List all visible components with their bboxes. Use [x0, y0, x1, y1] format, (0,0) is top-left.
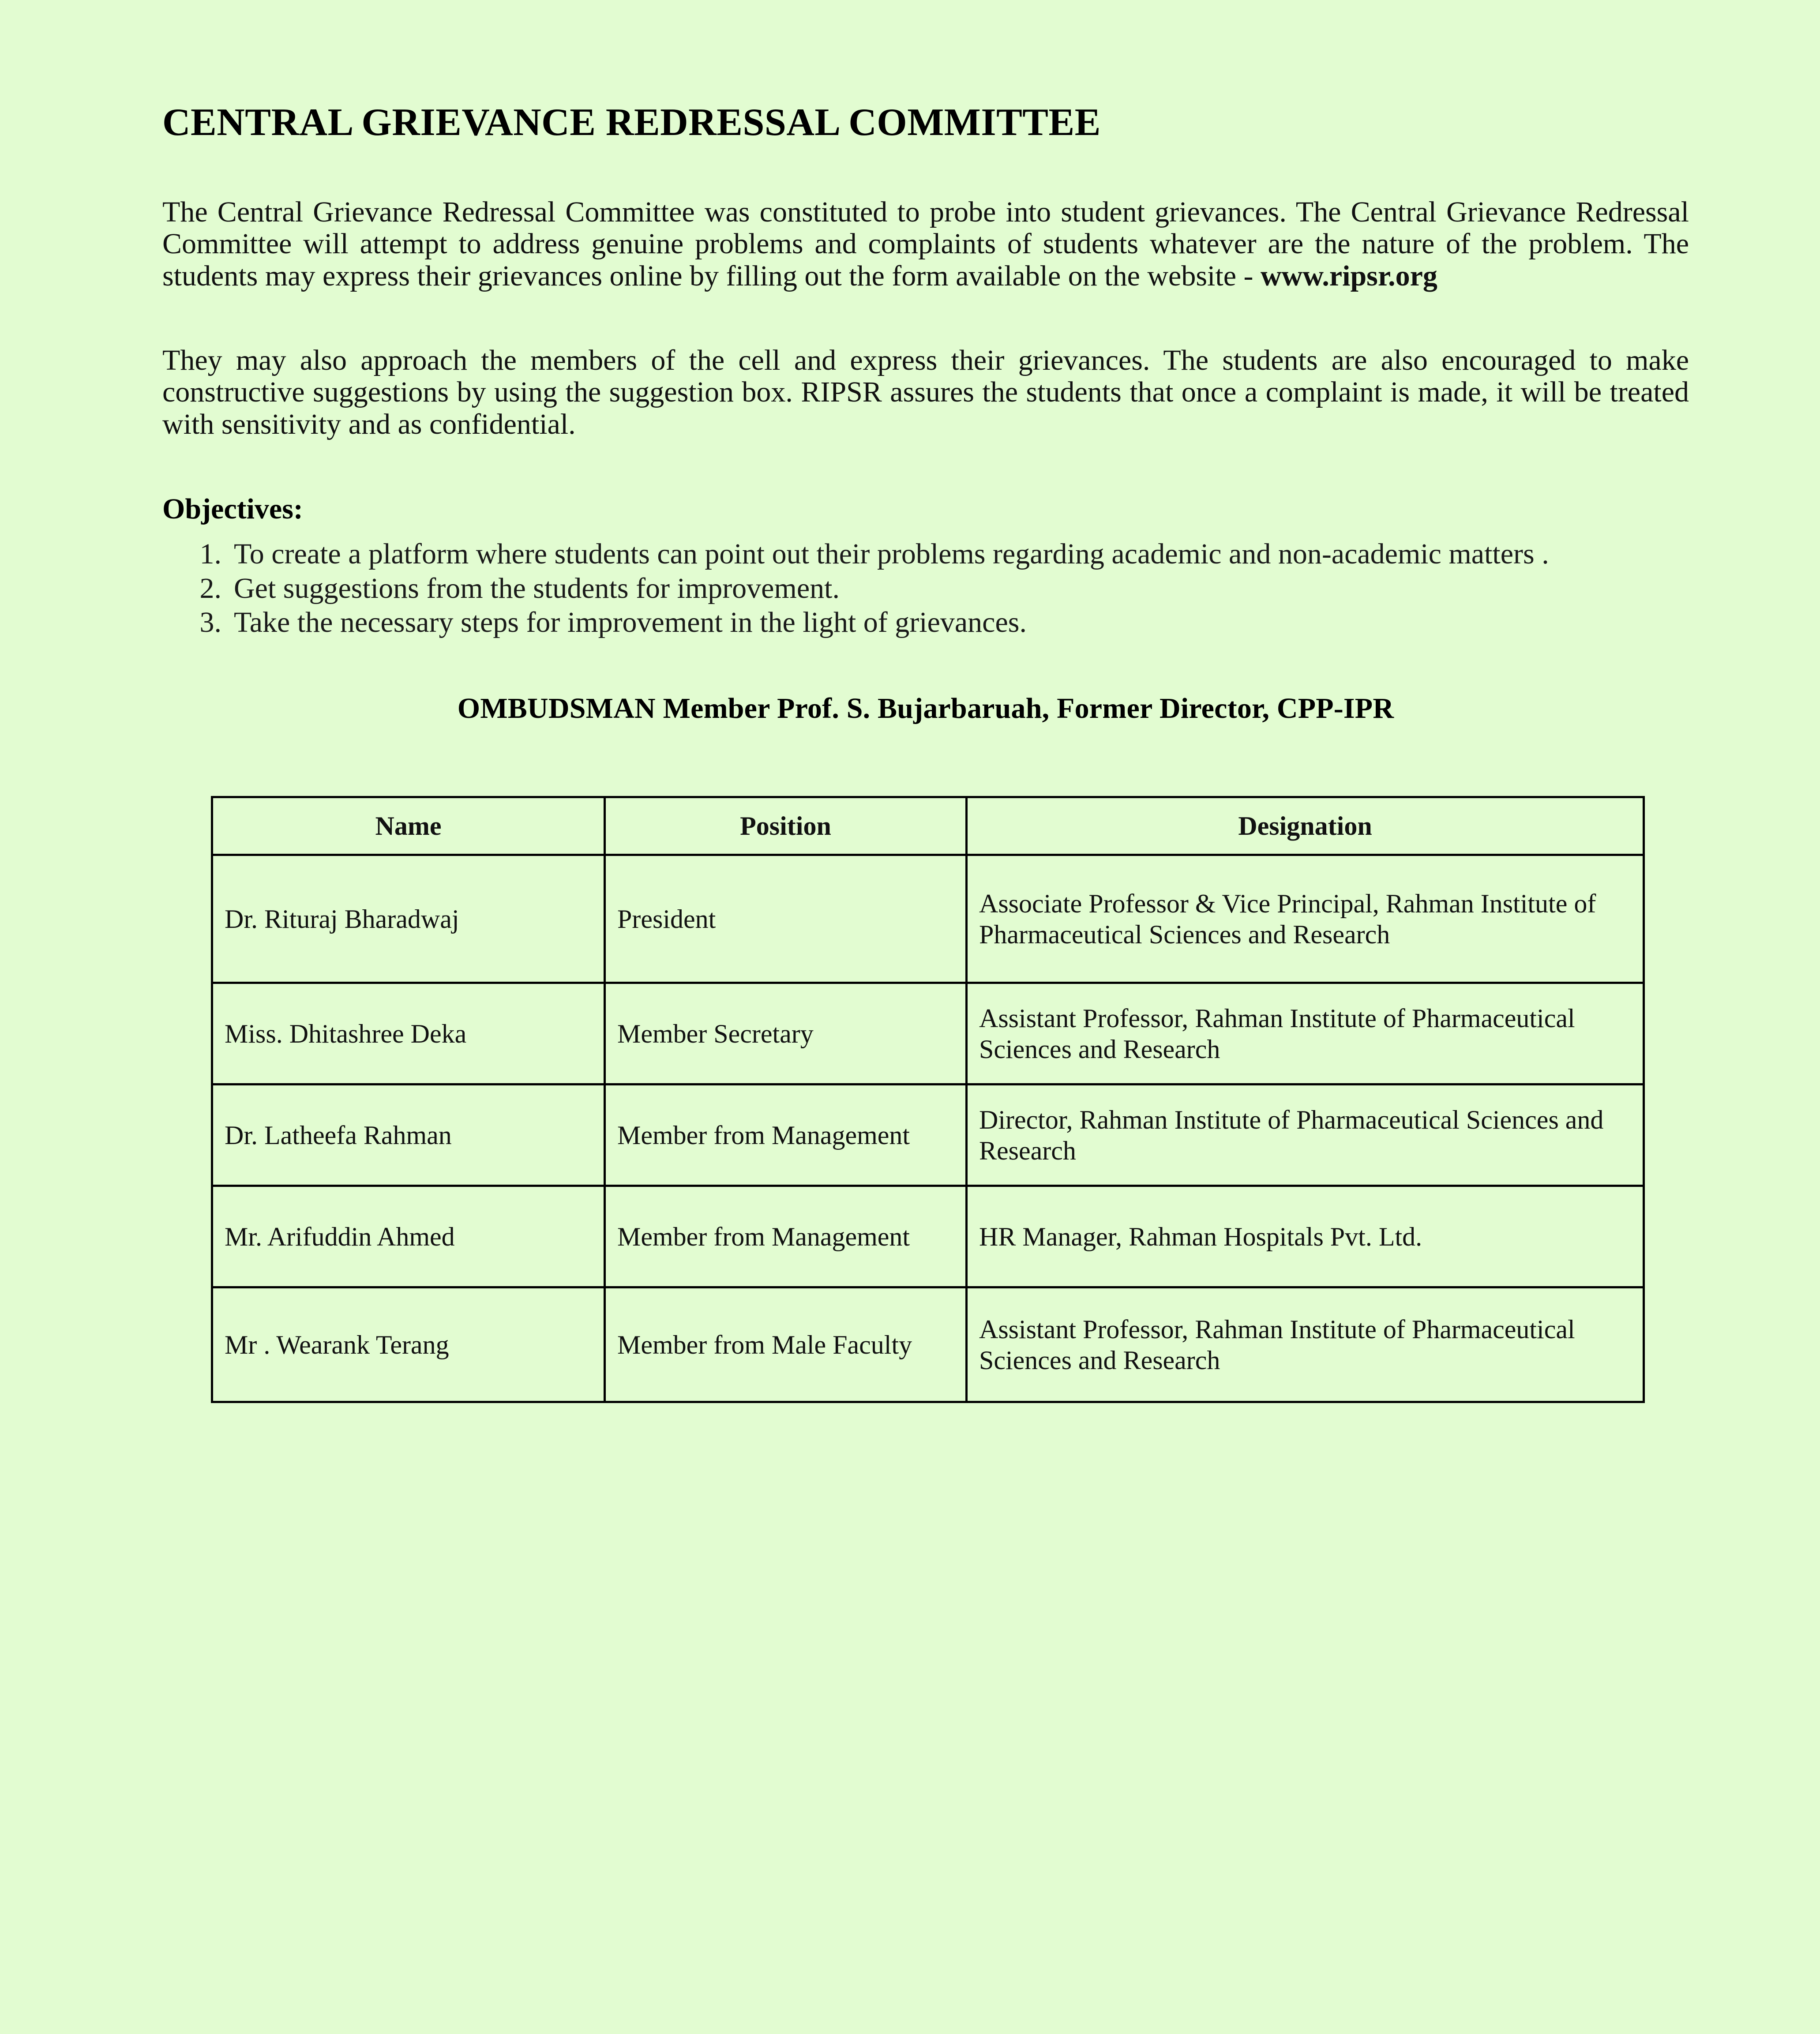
cell-designation: Assistant Professor, Rahman Institute of Pharmaceutical Sciences and Research [967, 983, 1644, 1085]
page-title: CENTRAL GRIEVANCE REDRESSAL COMMITTEE [162, 101, 1101, 144]
ombudsman-line: OMBUDSMAN Member Prof. S. Bujarbaruah, Former Director, CPP-IPR [457, 692, 1394, 725]
intro-paragraph-text: The Central Grievance Redressal Committee was constituted to probe into student grievances. The Central Grievance Redressal Committee will attempt to address genuine problems and complaints of students whatever are the nature of the problem. The students may express their grievances online by filling out the form available on the website - [162, 195, 1689, 292]
website-url: www.ripsr.org [1261, 259, 1437, 292]
members-table-wrapper [162, 725, 1689, 1403]
table-header-row [212, 797, 1644, 855]
list-item-label: Get suggestions from the students for improvement. [234, 572, 840, 604]
list-item [162, 572, 1689, 605]
cell-name: Mr . Wearank Terang [212, 1287, 605, 1402]
table-row [212, 983, 1644, 1085]
list-item-number: 2. [199, 572, 221, 604]
list-item-number: 1. [199, 538, 221, 570]
table-row [212, 1287, 1644, 1402]
cell-position: Member from Male Faculty [605, 1287, 967, 1402]
cell-name: Mr. Arifuddin Ahmed [212, 1186, 605, 1287]
cell-position: Member from Management [605, 1186, 967, 1287]
objectives-list [162, 537, 1689, 639]
cell-position: Member from Management [605, 1085, 967, 1186]
cell-name: Miss. Dhitashree Deka [212, 983, 605, 1085]
objectives-heading: Objectives: [162, 493, 303, 525]
intro-paragraph [162, 196, 1689, 293]
table-row [212, 1186, 1644, 1287]
secondary-paragraph: They may also approach the members of the cell and express their grievances. The students are also encouraged to make constructive suggestions by using the suggestion box. RIPSR assures the students that once a complaint is made, it will be treated with sensitivity and as confidential. [162, 344, 1689, 440]
cell-name: Dr. Rituraj Bharadwaj [212, 855, 605, 983]
cell-position: President [605, 855, 967, 983]
list-item [162, 537, 1689, 570]
list-item-label: To create a platform where students can point out their problems regarding academic and non-academic matters . [234, 538, 1549, 570]
members-table-head [212, 797, 1644, 855]
document-content [162, 0, 1689, 1403]
column-header-designation: Designation [967, 797, 1644, 855]
column-header-position: Position [605, 797, 967, 855]
list-item [162, 606, 1689, 639]
list-item-number: 3. [199, 606, 221, 638]
cell-designation: Assistant Professor, Rahman Institute of Pharmaceutical Sciences and Research [967, 1287, 1644, 1402]
members-table [211, 796, 1645, 1403]
cell-designation: HR Manager, Rahman Hospitals Pvt. Ltd. [967, 1186, 1644, 1287]
cell-position: Member Secretary [605, 983, 967, 1085]
table-row [212, 1085, 1644, 1186]
table-row [212, 855, 1644, 983]
members-table-body [212, 855, 1644, 1402]
cell-name: Dr. Latheefa Rahman [212, 1085, 605, 1186]
cell-designation: Director, Rahman Institute of Pharmaceutical Sciences and Research [967, 1085, 1644, 1186]
cell-designation: Associate Professor & Vice Principal, Rahman Institute of Pharmaceutical Sciences and Research [967, 855, 1644, 983]
column-header-name: Name [212, 797, 605, 855]
list-item-label: Take the necessary steps for improvement in the light of grievances. [234, 606, 1027, 638]
